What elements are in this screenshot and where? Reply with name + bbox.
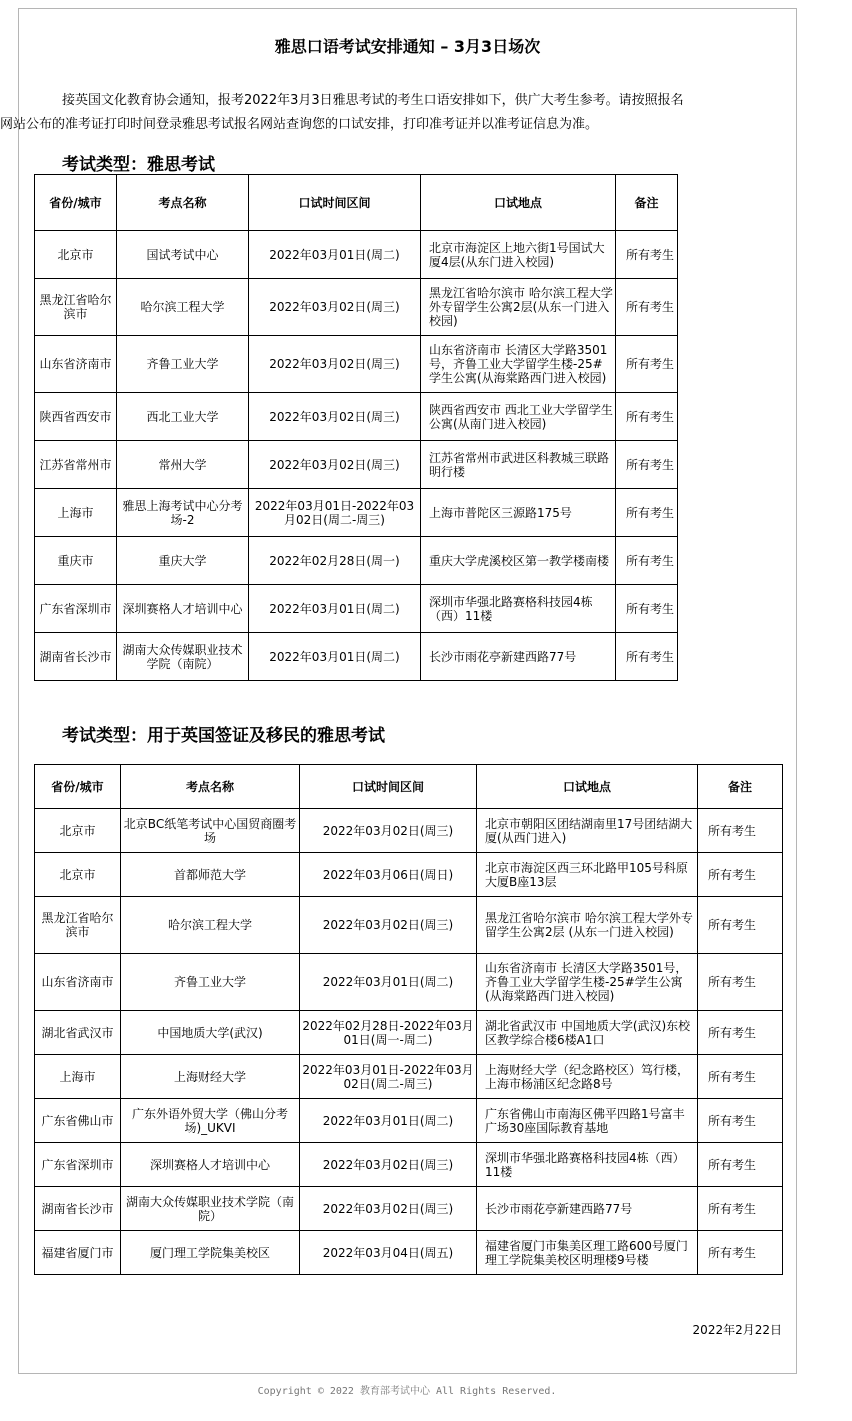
cell-center: 国试考试中心: [117, 231, 249, 279]
cell-time: 2022年02月28日(周一): [249, 537, 421, 585]
cell-center: 广东外语外贸大学（佛山分考场)_UKVI: [121, 1099, 300, 1143]
cell-note: 所有考生: [616, 231, 678, 279]
cell-center: 深圳赛格人才培训中心: [121, 1143, 300, 1187]
table-row: [35, 954, 783, 1011]
cell-center: 西北工业大学: [117, 393, 249, 441]
section1-heading: 考试类型：雅思考试: [62, 155, 215, 175]
cell-note: 所有考生: [698, 809, 783, 853]
cell-center: 常州大学: [117, 441, 249, 489]
table-row: [35, 1099, 783, 1143]
table-row: [35, 633, 678, 681]
table-row: [35, 279, 678, 336]
cell-location: 山东省济南市 长清区大学路3501号，齐鲁工业大学留学生楼-25#学生公寓(从海棠路西门进入校园): [421, 336, 616, 393]
cell-location: 深圳市华强北路赛格科技园4栋（西）11楼: [477, 1143, 698, 1187]
cell-note: 所有考生: [698, 853, 783, 897]
cell-city: 江苏省常州市: [35, 441, 117, 489]
cell-time: 2022年03月06日(周日): [300, 853, 477, 897]
cell-city: 重庆市: [35, 537, 117, 585]
cell-note: 所有考生: [698, 1011, 783, 1055]
cell-location: 福建省厦门市集美区理工路600号厦门理工学院集美校区明理楼9号楼: [477, 1231, 698, 1275]
cell-location: 上海财经大学（纪念路校区）笃行楼，上海市杨浦区纪念路8号: [477, 1055, 698, 1099]
table-header-row: [35, 765, 783, 809]
cell-city: 北京市: [35, 809, 121, 853]
table-row: [35, 1231, 783, 1275]
cell-time: 2022年03月01日(周二): [249, 231, 421, 279]
notice-date: 2022年2月22日: [692, 1323, 782, 1337]
cell-time: 2022年03月02日(周三): [300, 1143, 477, 1187]
header-location: 口试地点: [421, 175, 616, 231]
table-header-row: [35, 175, 678, 231]
header-note: 备注: [698, 765, 783, 809]
cell-city: 湖南省长沙市: [35, 1187, 121, 1231]
section2-heading: 考试类型：用于英国签证及移民的雅思考试: [62, 726, 385, 746]
cell-location: 长沙市雨花亭新建西路77号: [421, 633, 616, 681]
table-row: [35, 1143, 783, 1187]
cell-time: 2022年03月02日(周三): [300, 809, 477, 853]
cell-note: 所有考生: [698, 1143, 783, 1187]
cell-city: 福建省厦门市: [35, 1231, 121, 1275]
cell-note: 所有考生: [616, 441, 678, 489]
cell-location: 北京市海淀区西三环北路甲105号科原大厦B座13层: [477, 853, 698, 897]
cell-city: 湖南省长沙市: [35, 633, 117, 681]
header-time: 口试时间区间: [249, 175, 421, 231]
cell-note: 所有考生: [698, 1055, 783, 1099]
cell-center: 齐鲁工业大学: [117, 336, 249, 393]
header-center: 考点名称: [121, 765, 300, 809]
cell-note: 所有考生: [698, 897, 783, 954]
table-row: [35, 393, 678, 441]
cell-time: 2022年03月01日(周二): [300, 1099, 477, 1143]
cell-city: 广东省深圳市: [35, 585, 117, 633]
table-row: [35, 1011, 783, 1055]
cell-note: 所有考生: [616, 279, 678, 336]
cell-city: 上海市: [35, 1055, 121, 1099]
header-location: 口试地点: [477, 765, 698, 809]
table-row: [35, 441, 678, 489]
cell-note: 所有考生: [616, 393, 678, 441]
cell-time: 2022年03月01日-2022年03月02日(周二-周三): [300, 1055, 477, 1099]
page-title: 雅思口语考试安排通知 – 3月3日场次: [274, 37, 541, 56]
cell-note: 所有考生: [698, 1187, 783, 1231]
cell-center: 湖南大众传媒职业技术学院（南院）: [121, 1187, 300, 1231]
cell-time: 2022年03月02日(周三): [249, 441, 421, 489]
cell-note: 所有考生: [616, 633, 678, 681]
cell-location: 长沙市雨花亭新建西路77号: [477, 1187, 698, 1231]
cell-city: 山东省济南市: [35, 954, 121, 1011]
header-time: 口试时间区间: [300, 765, 477, 809]
cell-center: 齐鲁工业大学: [121, 954, 300, 1011]
cell-center: 深圳赛格人才培训中心: [117, 585, 249, 633]
cell-location: 上海市普陀区三源路175号: [421, 489, 616, 537]
cell-city: 黑龙江省哈尔滨市: [35, 279, 117, 336]
table-row: [35, 1055, 783, 1099]
cell-city: 广东省佛山市: [35, 1099, 121, 1143]
cell-location: 陕西省西安市 西北工业大学留学生公寓(从南门进入校园): [421, 393, 616, 441]
cell-location: 北京市朝阳区团结湖南里17号团结湖大厦(从西门进入): [477, 809, 698, 853]
exam-table-ielts: [34, 174, 678, 681]
table-row: [35, 585, 678, 633]
cell-note: 所有考生: [616, 489, 678, 537]
cell-time: 2022年03月02日(周三): [249, 336, 421, 393]
cell-time: 2022年03月02日(周三): [300, 1187, 477, 1231]
table-row: [35, 336, 678, 393]
cell-time: 2022年03月02日(周三): [300, 897, 477, 954]
intro-line-1: 接英国文化教育协会通知，报考2022年3月3日雅思考试的考生口语安排如下，供广大考生参考。请按照报名: [62, 93, 684, 108]
cell-location: 北京市海淀区上地六街1号国试大厦4层(从东门进入校园): [421, 231, 616, 279]
cell-time: 2022年03月02日(周三): [249, 279, 421, 336]
cell-city: 北京市: [35, 853, 121, 897]
cell-time: 2022年03月01日(周二): [249, 585, 421, 633]
table-row: [35, 231, 678, 279]
cell-center: 上海财经大学: [121, 1055, 300, 1099]
cell-time: 2022年03月01日(周二): [300, 954, 477, 1011]
cell-location: 湖北省武汉市 中国地质大学(武汉)东校区教学综合楼6楼A1口: [477, 1011, 698, 1055]
cell-note: 所有考生: [698, 954, 783, 1011]
cell-location: 深圳市华强北路赛格科技园4栋（西）11楼: [421, 585, 616, 633]
header-city: 省份/城市: [35, 765, 121, 809]
cell-note: 所有考生: [698, 1099, 783, 1143]
cell-center: 哈尔滨工程大学: [117, 279, 249, 336]
cell-center: 重庆大学: [117, 537, 249, 585]
cell-location: 山东省济南市 长清区大学路3501号，齐鲁工业大学留学生楼-25#学生公寓(从海棠路西门进入校园): [477, 954, 698, 1011]
cell-city: 陕西省西安市: [35, 393, 117, 441]
cell-location: 江苏省常州市武进区科教城三联路明行楼: [421, 441, 616, 489]
cell-location: 黑龙江省哈尔滨市 哈尔滨工程大学外专留学生公寓2层(从东一门进入校园): [421, 279, 616, 336]
table-row: [35, 853, 783, 897]
cell-center: 哈尔滨工程大学: [121, 897, 300, 954]
cell-time: 2022年03月02日(周三): [249, 393, 421, 441]
cell-city: 湖北省武汉市: [35, 1011, 121, 1055]
table-row: [35, 897, 783, 954]
header-city: 省份/城市: [35, 175, 117, 231]
cell-time: 2022年03月01日(周二): [249, 633, 421, 681]
table-row: [35, 537, 678, 585]
exam-table-ukvi: [34, 764, 783, 1275]
cell-center: 首都师范大学: [121, 853, 300, 897]
cell-center: 厦门理工学院集美校区: [121, 1231, 300, 1275]
copyright-footer: Copyright © 2022 教育部考试中心 All Rights Reserved.: [257, 1386, 557, 1397]
table-row: [35, 809, 783, 853]
cell-note: 所有考生: [616, 537, 678, 585]
cell-note: 所有考生: [616, 336, 678, 393]
cell-city: 上海市: [35, 489, 117, 537]
cell-center: 湖南大众传媒职业技术学院（南院）: [117, 633, 249, 681]
cell-center: 中国地质大学(武汉): [121, 1011, 300, 1055]
cell-location: 广东省佛山市南海区佛平四路1号富丰广场30座国际教育基地: [477, 1099, 698, 1143]
table-row: [35, 1187, 783, 1231]
cell-city: 北京市: [35, 231, 117, 279]
header-note: 备注: [616, 175, 678, 231]
cell-location: 重庆大学虎溪校区第一教学楼南楼: [421, 537, 616, 585]
cell-center: 北京BC纸笔考试中心国贸商圈考场: [121, 809, 300, 853]
cell-center: 雅思上海考试中心分考场-2: [117, 489, 249, 537]
table-row: [35, 489, 678, 537]
cell-time: 2022年03月04日(周五): [300, 1231, 477, 1275]
cell-note: 所有考生: [698, 1231, 783, 1275]
cell-location: 黑龙江省哈尔滨市 哈尔滨工程大学外专留学生公寓2层 (从东一门进入校园): [477, 897, 698, 954]
cell-time: 2022年02月28日-2022年03月01日(周一-周二): [300, 1011, 477, 1055]
cell-city: 山东省济南市: [35, 336, 117, 393]
intro-paragraph: [0, 89, 784, 137]
cell-city: 黑龙江省哈尔滨市: [35, 897, 121, 954]
header-center: 考点名称: [117, 175, 249, 231]
cell-time: 2022年03月01日-2022年03月02日(周二-周三): [249, 489, 421, 537]
intro-line-2: 网站公布的准考证打印时间登录雅思考试报名网站查询您的口试安排，打印准考证并以准考证信息为准。: [0, 117, 599, 132]
cell-city: 广东省深圳市: [35, 1143, 121, 1187]
cell-note: 所有考生: [616, 585, 678, 633]
